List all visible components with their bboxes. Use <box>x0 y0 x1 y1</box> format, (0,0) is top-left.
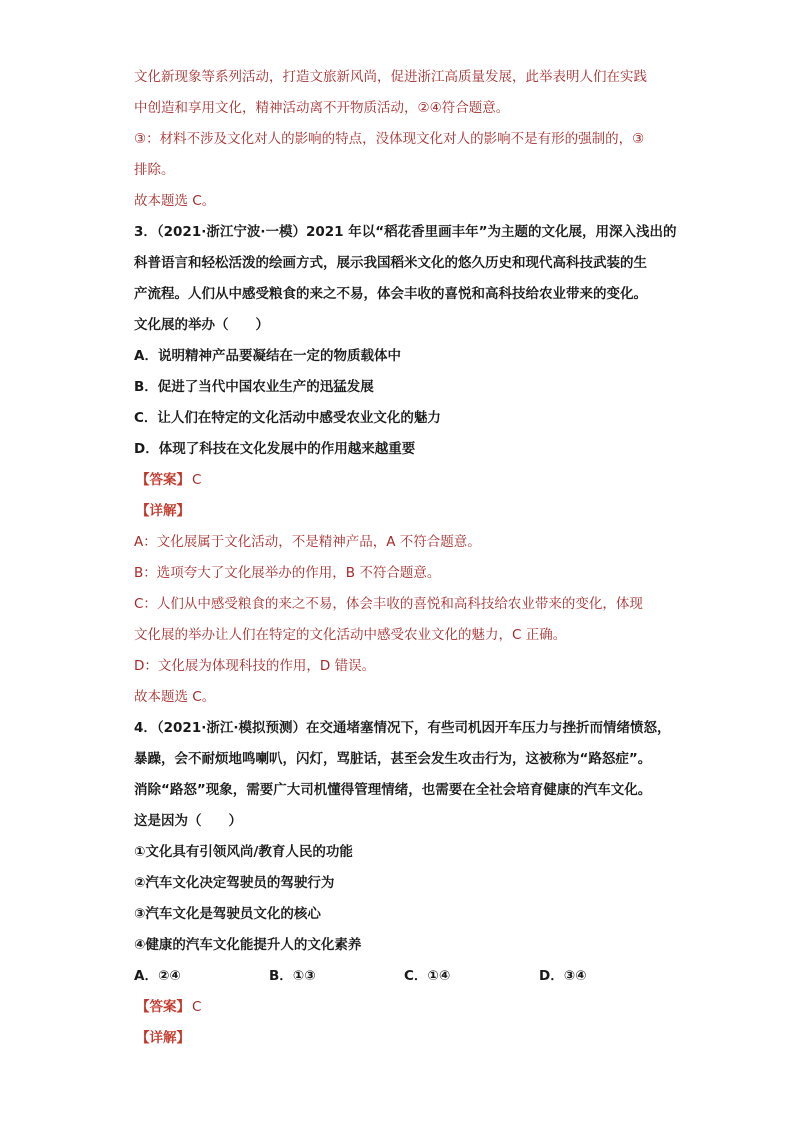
q4-option-d: D．③④ <box>539 968 587 984</box>
prev-conclusion: 故本题选 C。 <box>134 193 216 209</box>
prev-detail-line: 中创造和享用文化，精神活动离不开物质活动，②④符合题意。 <box>134 100 510 116</box>
q3-detail-line: C：人们从中感受粮食的来之不易，体会丰收的喜悦和高科技给农业带来的变化，体现 <box>134 596 643 612</box>
q4-statement: ③汽车文化是驾驶员文化的核心 <box>134 906 321 922</box>
q4-stem-line: 消除“路怒”现象，需要广大司机懂得管理情绪，也需要在全社会培育健康的汽车文化。 <box>134 782 652 798</box>
q3-option-b: B．促进了当代中国农业生产的迅猛发展 <box>134 379 374 395</box>
q3-stem-line: 产流程。人们从中感受粮食的来之不易，体会丰收的喜悦和高科技给农业带来的变化。 <box>134 286 647 302</box>
q4-option-a: A．②④ <box>134 968 181 984</box>
q3-detail-line: B：选项夸大了文化展举办的作用，B 不符合题意。 <box>134 565 441 581</box>
q4-stem-line: 4．（2021·浙江·模拟预测）在交通堵塞情况下，有些司机因开车压力与挫折而情绪愤怒， <box>134 720 671 736</box>
q3-stem-line: 3．（2021·浙江宁波·一模）2021 年以“稻花香里画丰年”为主题的文化展，用深入浅出的 <box>134 224 677 240</box>
prev-detail-line: ③：材料不涉及文化对人的影响的特点，没体现文化对人的影响不是有形的强制的，③ <box>134 131 645 147</box>
document-page <box>134 62 677 1054</box>
q4-option-b: B．①③ <box>269 968 316 984</box>
q4-option-c: C．①④ <box>404 968 451 984</box>
q3-detail-line: 文化展的举办让人们在特定的文化活动中感受农业文化的魅力，C 正确。 <box>134 627 567 643</box>
detail-tag: 【详解】 <box>136 503 190 519</box>
q3-detail-line: A：文化展属于文化活动，不是精神产品，A 不符合题意。 <box>134 534 481 550</box>
prev-detail-line: 文化新现象等系列活动，打造文旅新风尚，促进浙江高质量发展，此举表明人们在实践 <box>134 69 647 85</box>
q3-stem-line: 文化展的举办（ ） <box>134 317 269 333</box>
q3-detail-heading <box>134 496 674 527</box>
q3-conclusion: 故本题选 C。 <box>134 689 216 705</box>
q3-answer <box>134 465 674 496</box>
q4-options <box>134 961 674 992</box>
q4-statement: ①文化具有引领风尚/教育人民的功能 <box>134 844 353 860</box>
answer-tag: 【答案】 <box>136 472 190 488</box>
q4-statement: ②汽车文化决定驾驶员的驾驶行为 <box>134 875 335 891</box>
q3-option-a: A．说明精神产品要凝结在一定的物质载体中 <box>134 348 401 364</box>
q3-detail-line: D：文化展为体现科技的作用，D 错误。 <box>134 658 376 674</box>
q4-statement: ④健康的汽车文化能提升人的文化素养 <box>134 937 362 953</box>
q3-option-d: D．体现了科技在文化发展中的作用越来越重要 <box>134 441 416 457</box>
q3-stem-line: 科普语言和轻松活泼的绘画方式，展示我国稻米文化的悠久历史和现代高科技武装的生 <box>134 255 647 271</box>
q3-option-c: C．让人们在特定的文化活动中感受农业文化的魅力 <box>134 410 441 426</box>
answer-tag: 【答案】 <box>136 999 190 1015</box>
answer-value: C <box>192 472 202 488</box>
q4-detail-heading <box>134 1023 674 1054</box>
answer-value: C <box>192 999 202 1015</box>
q4-stem-line: 暴躁，会不耐烦地鸣喇叭，闪灯，骂脏话，甚至会发生攻击行为，这被称为“路怒症”。 <box>134 751 652 767</box>
detail-tag: 【详解】 <box>136 1030 190 1046</box>
prev-detail-line: 排除。 <box>134 162 175 178</box>
q4-stem-line: 这是因为（ ） <box>134 813 242 829</box>
q4-answer <box>134 992 674 1023</box>
